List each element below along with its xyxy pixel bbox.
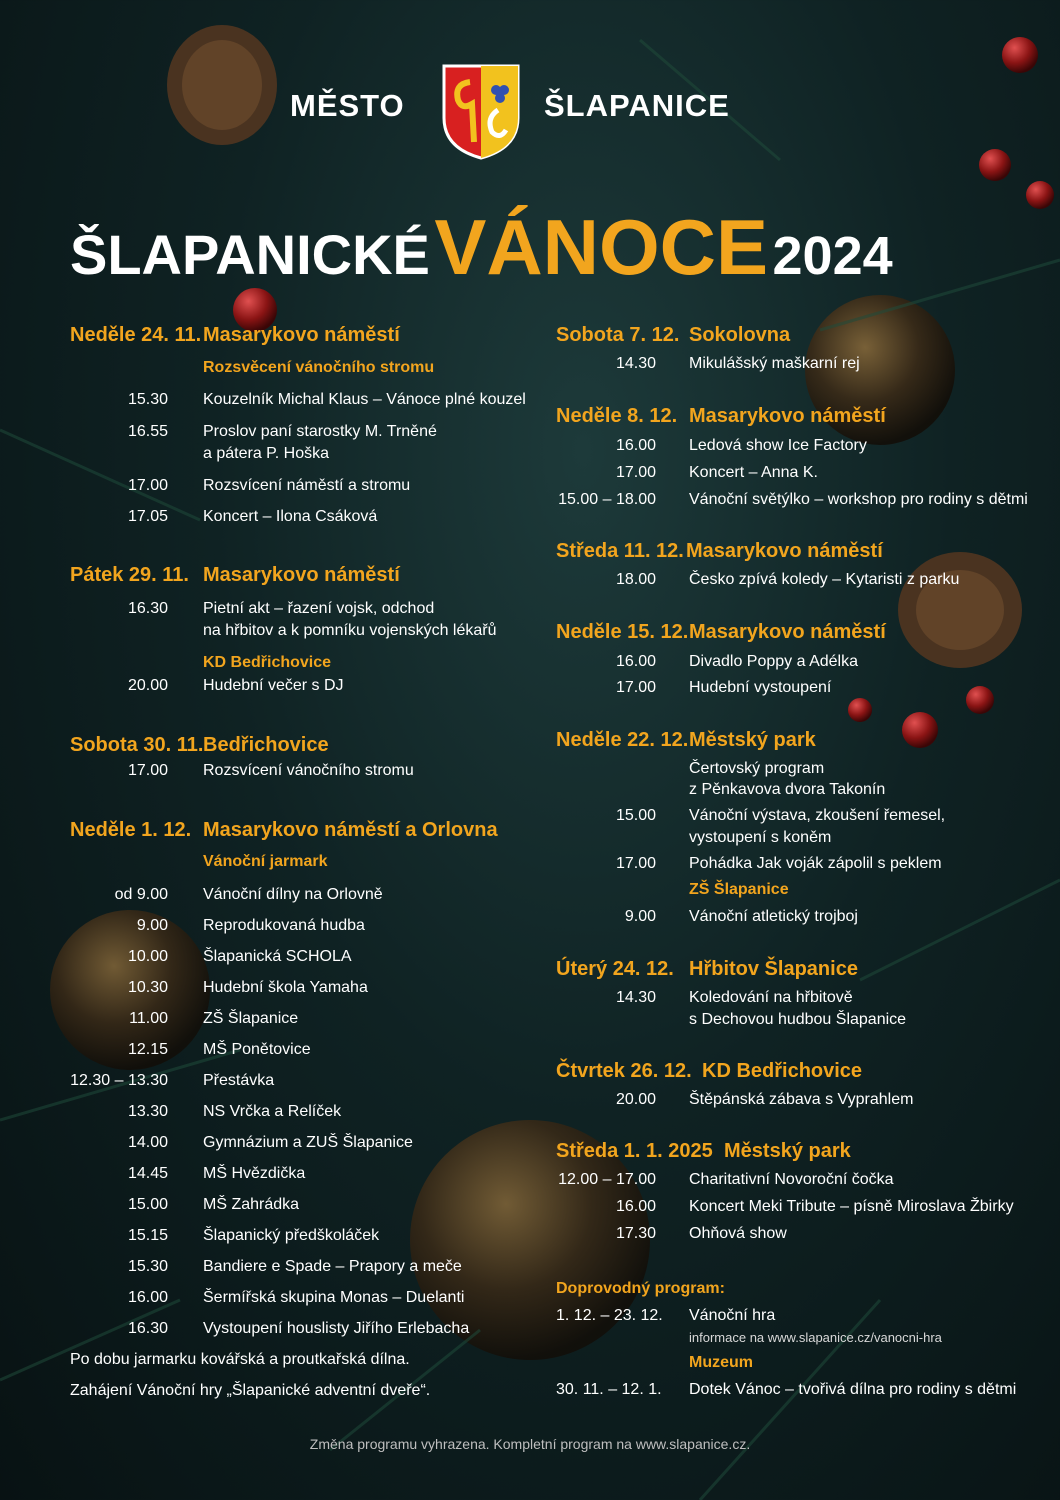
event-text: Hudební vystoupení [689, 679, 832, 696]
event-time: 18.00 [615, 571, 656, 588]
event-text: ZŠ Šlapanice [203, 1010, 299, 1027]
event-time: 16.55 [127, 423, 168, 440]
event-text: Pietní akt – řazení vojsk, odchod [203, 600, 435, 617]
day-date: Neděle 1. 12. [70, 819, 192, 841]
event-text: Přestávka [203, 1072, 275, 1089]
day-date: Neděle 24. 11. [70, 324, 202, 346]
footer-note: Změna programu vyhrazena. Kompletní program na www.slapanice.cz. [309, 1436, 751, 1452]
day-place: Městský park [689, 729, 816, 751]
title-part-1: ŠLAPANICKÉ [70, 223, 430, 286]
event-text: Hudební večer s DJ [203, 677, 344, 694]
event-time: 12.15 [127, 1041, 168, 1058]
event-text: Šermířská skupina Monas – Duelanti [203, 1289, 465, 1306]
brand-text-right: ŠLAPANICE [544, 88, 730, 123]
event-time: 17.00 [615, 855, 656, 872]
day-date: Neděle 15. 12. [556, 621, 689, 643]
day-date: Sobota 30. 11. [70, 734, 204, 756]
event-time: 14.30 [615, 989, 656, 1006]
event-text: Čertovský program [689, 760, 825, 777]
event-text: Ledová show Ice Factory [689, 437, 867, 454]
event-time: 9.00 [624, 908, 656, 925]
event-info: informace na www.slapanice.cz/vanocni-hra [689, 1330, 942, 1345]
day-date: Neděle 22. 12. [556, 729, 689, 751]
event-text: MŠ Zahrádka [203, 1196, 300, 1213]
event-time: 10.00 [127, 948, 168, 965]
event-time: 16.30 [127, 1320, 168, 1337]
event-text-2: z Pěnkavova dvora Takonín [689, 781, 886, 798]
event-time: 16.00 [127, 1289, 168, 1306]
event-text: Koncert Meki Tribute – písně Miroslava Žbirky [689, 1198, 1014, 1215]
day-date: Úterý 24. 12. [556, 958, 674, 980]
event-time: 15.15 [127, 1227, 168, 1244]
event-text: Štěpánská zábava s Vyprahlem [689, 1091, 914, 1108]
event-text: Proslov paní starostky M. Trněné [203, 423, 437, 440]
day-date: Čtvrtek 26. 12. [556, 1060, 692, 1082]
event-time: 17.30 [615, 1225, 656, 1242]
event-time: 14.30 [615, 355, 656, 372]
event-text: Šlapanická SCHOLA [203, 948, 352, 965]
day-place: Masarykovo náměstí [203, 324, 400, 346]
event-time: 20.00 [127, 677, 168, 694]
event-text: Vánoční dílny na Orlovně [203, 886, 383, 903]
day-date: Neděle 8. 12. [556, 405, 678, 427]
sub-heading: ZŠ Šlapanice [689, 881, 789, 898]
brand-header [0, 62, 1060, 162]
title-part-2: VÁNOCE [434, 203, 769, 291]
event-time: 16.00 [615, 653, 656, 670]
event-time: 17.00 [127, 762, 168, 779]
sub-heading: Muzeum [689, 1354, 753, 1371]
event-time: 30. 11. – 12. 1. [556, 1381, 662, 1398]
event-text-2: s Dechovou hudbou Šlapanice [689, 1011, 907, 1028]
event-time: 17.05 [127, 508, 168, 525]
event-time: 9.00 [136, 917, 168, 934]
brand-text-left: MĚSTO [290, 88, 405, 123]
sub-heading: Vánoční jarmark [203, 853, 328, 870]
event-text: Česko zpívá koledy – Kytaristi z parku [689, 571, 960, 588]
event-text: Mikulášský maškarní rej [689, 355, 860, 372]
day-place: Masarykovo náměstí [203, 564, 400, 586]
event-time: 15.00 – 18.00 [558, 491, 656, 508]
event-text: Rozsvícení vánočního stromu [203, 762, 414, 779]
event-time: 10.30 [127, 979, 168, 996]
day-date: Sobota 7. 12. [556, 324, 680, 346]
event-time: 16.00 [615, 437, 656, 454]
event-text: Bandiere e Spade – Prapory a meče [203, 1258, 462, 1275]
event-text: Koledování na hřbitově [689, 989, 853, 1006]
day-date: Středa 1. 1. 2025 [556, 1140, 713, 1162]
event-time: 16.00 [615, 1198, 656, 1215]
event-time: 17.00 [127, 477, 168, 494]
day-place: KD Bedřichovice [702, 1060, 863, 1082]
event-time: 1. 12. – 23. 12. [556, 1307, 663, 1324]
note: Po dobu jarmarku kovářská a proutkařská dílna. [70, 1351, 410, 1368]
section-heading: Doprovodný program: [556, 1280, 725, 1297]
page-title [70, 202, 990, 293]
event-text: Divadlo Poppy a Adélka [689, 653, 858, 670]
sub-heading: KD Bedřichovice [203, 654, 332, 671]
event-text: NS Vrčka a Relíček [203, 1103, 342, 1120]
event-time: 17.00 [615, 679, 656, 696]
event-text: Vánoční atletický trojboj [689, 908, 858, 925]
event-text: Vánoční světýlko – workshop pro rodiny s dětmi [689, 491, 1028, 508]
event-text: MŠ Ponětovice [203, 1041, 311, 1058]
event-text: Dotek Vánoc – tvořivá dílna pro rodiny s dětmi [689, 1381, 1017, 1398]
day-place: Masarykovo náměstí [689, 621, 886, 643]
event-text-2: vystoupení s koněm [689, 829, 832, 846]
event-time: 16.30 [127, 600, 168, 617]
note: Zahájení Vánoční hry „Šlapanické adventní dveře“. [70, 1382, 431, 1399]
event-text: Vánoční hra [689, 1307, 776, 1324]
event-time: 14.45 [127, 1165, 168, 1182]
day-place: Masarykovo náměstí a Orlovna [203, 819, 498, 841]
event-text: Šlapanický předškoláček [203, 1227, 380, 1244]
event-time: 15.00 [127, 1196, 168, 1213]
event-text: Gymnázium a ZUŠ Šlapanice [203, 1134, 413, 1151]
day-date: Středa 11. 12. [556, 540, 684, 562]
event-text: Kouzelník Michal Klaus – Vánoce plné kouzel [203, 391, 526, 408]
city-crest-icon [440, 62, 522, 160]
day-place: Hřbitov Šlapanice [689, 958, 858, 980]
event-time: 17.00 [615, 464, 656, 481]
day-date: Pátek 29. 11. [70, 564, 189, 586]
event-text: Hudební škola Yamaha [203, 979, 368, 996]
event-time: 15.30 [127, 1258, 168, 1275]
event-time: 14.00 [127, 1134, 168, 1151]
sub-heading: Rozsvěcení vánočního stromu [203, 359, 435, 376]
event-text: Charitativní Novoroční čočka [689, 1171, 894, 1188]
event-text: Koncert – Ilona Csáková [203, 508, 378, 525]
event-text-2: na hřbitov a k pomníku vojenských lékařů [203, 622, 497, 639]
day-place: Masarykovo náměstí [686, 540, 883, 562]
event-time: 15.00 [615, 807, 656, 824]
event-text: Vánoční výstava, zkoušení řemesel, [689, 807, 946, 824]
event-time: od 9.00 [114, 886, 168, 903]
day-place: Městský park [724, 1140, 851, 1162]
event-time: 13.30 [127, 1103, 168, 1120]
event-text: Ohňová show [689, 1225, 787, 1242]
event-time: 12.00 – 17.00 [558, 1171, 656, 1188]
event-time: 12.30 – 13.30 [70, 1072, 168, 1089]
event-text: MŠ Hvězdička [203, 1165, 306, 1182]
event-text: Rozsvícení náměstí a stromu [203, 477, 411, 494]
title-part-3: 2024 [772, 226, 893, 286]
event-text-2: a pátera P. Hoška [203, 445, 330, 462]
event-text: Vystoupení houslisty Jiřího Erlebacha [203, 1320, 470, 1337]
event-text: Reprodukovaná hudba [203, 917, 365, 934]
day-place: Sokolovna [689, 324, 791, 346]
day-place: Bedřichovice [203, 734, 329, 756]
day-place: Masarykovo náměstí [689, 405, 886, 427]
event-time: 11.00 [129, 1010, 168, 1027]
event-time: 15.30 [127, 391, 168, 408]
event-time: 20.00 [615, 1091, 656, 1108]
event-text: Pohádka Jak voják zápolil s peklem [689, 855, 942, 872]
event-text: Koncert – Anna K. [689, 464, 818, 481]
